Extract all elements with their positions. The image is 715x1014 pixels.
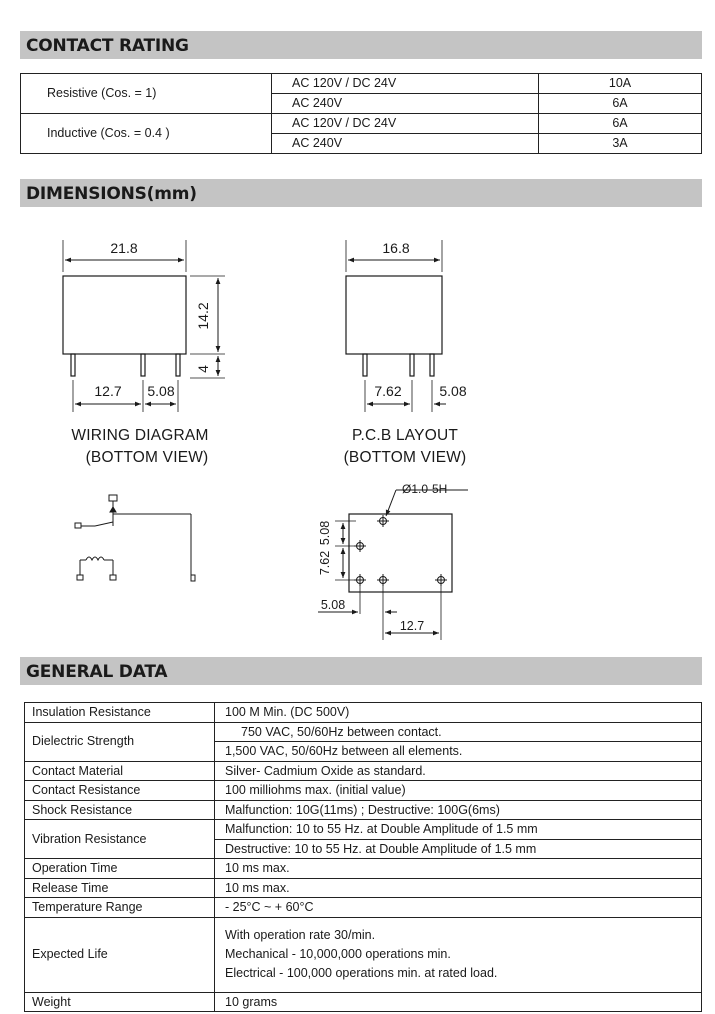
pin <box>363 354 367 376</box>
dimensions-header: DIMENSIONS(mm) <box>20 179 702 207</box>
pcb-hole <box>377 574 389 586</box>
pcb-hole <box>377 515 389 527</box>
life-line: Electrical - 100,000 operations min. at rated load. <box>225 966 498 980</box>
wiring-caption-line1: WIRING DIAGRAM <box>71 427 209 444</box>
row-label: Release Time <box>25 878 215 898</box>
pcb-hole-label: Ø1.0-5H <box>402 482 448 496</box>
pcb-caption-line1: P.C.B LAYOUT <box>351 427 459 444</box>
row-value: 750 VAC, 50/60Hz between contact. <box>215 722 702 742</box>
value-cell: 6A <box>539 114 702 134</box>
table-row <box>25 992 702 1012</box>
table-row <box>25 878 702 898</box>
relay-body-front <box>63 276 186 354</box>
pin <box>430 354 434 376</box>
side-spacing-a-label: 7.62 <box>374 383 402 399</box>
row-label: Contact Material <box>25 761 215 781</box>
value-cell: 6A <box>539 94 702 114</box>
row-value: 100 M Min. (DC 500V) <box>215 703 702 723</box>
pin-spacing-b-label: 5.08 <box>147 383 175 399</box>
row-label: Vibration Resistance <box>25 820 215 859</box>
life-line: Mechanical - 10,000,000 operations min. <box>225 947 451 961</box>
wiring-caption-line2: (BOTTOM VIEW) <box>85 449 209 466</box>
row-value: 10 grams <box>215 992 702 1012</box>
pin-length-label: 4 <box>195 365 211 373</box>
row-value <box>215 917 702 992</box>
pcb-v2-label: 7.62 <box>318 550 332 576</box>
table-row <box>25 917 702 992</box>
table-row <box>25 703 702 723</box>
row-label: Temperature Range <box>25 898 215 918</box>
pcb-hole <box>435 574 447 586</box>
row-label: Insulation Resistance <box>25 703 215 723</box>
pin <box>141 354 145 376</box>
row-value: 10 ms max. <box>215 859 702 879</box>
row-label: Contact Resistance <box>25 781 215 801</box>
pcb-layout <box>318 490 468 640</box>
pcb-h2-label: 12.7 <box>399 619 425 633</box>
condition-cell: AC 120V / DC 24V <box>272 114 539 134</box>
pcb-caption-line2: (BOTTOM VIEW) <box>343 449 467 466</box>
row-value: 10 ms max. <box>215 878 702 898</box>
value-cell: 10A <box>539 74 702 94</box>
general-data-header: GENERAL DATA <box>20 657 702 685</box>
wiring-caption <box>55 425 225 469</box>
inductive-label: Inductive (Cos. = 0.4 ) <box>21 114 272 154</box>
row-value: Malfunction: 10 to 55 Hz. at Double Amplitude of 1.5 mm <box>215 820 702 840</box>
front-width-label: 21.8 <box>110 240 138 256</box>
row-value: Silver- Cadmium Oxide as standard. <box>215 761 702 781</box>
row-value: 100 milliohms max. (initial value) <box>215 781 702 801</box>
life-line: With operation rate 30/min. <box>225 928 376 942</box>
pin <box>71 354 75 376</box>
side-width-label: 16.8 <box>382 240 410 256</box>
row-value: - 25°C ~ + 60°C <box>215 898 702 918</box>
table-row <box>25 761 702 781</box>
table-row <box>25 898 702 918</box>
row-value: 1,500 VAC, 50/60Hz between all elements. <box>215 742 702 762</box>
wiring-diagram <box>75 495 195 581</box>
side-spacing-b-label: 5.08 <box>439 383 467 399</box>
height-label: 14.2 <box>195 302 211 330</box>
condition-cell: AC 120V / DC 24V <box>272 74 539 94</box>
pin <box>176 354 180 376</box>
row-label: Dielectric Strength <box>25 722 215 761</box>
table-row <box>25 722 702 742</box>
row-label: Expected Life <box>25 917 215 992</box>
value-cell: 3A <box>539 134 702 154</box>
table-row <box>25 781 702 801</box>
row-label: Weight <box>25 992 215 1012</box>
resistive-label: Resistive (Cos. = 1) <box>21 74 272 114</box>
condition-cell: AC 240V <box>272 94 539 114</box>
row-value: Destructive: 10 to 55 Hz. at Double Amplitude of 1.5 mm <box>215 839 702 859</box>
relay-body-side <box>346 276 442 354</box>
table-row <box>25 820 702 840</box>
row-value: Malfunction: 10G(11ms) ; Destructive: 100G(6ms) <box>215 800 702 820</box>
pin <box>410 354 414 376</box>
table-row <box>25 859 702 879</box>
row-label: Operation Time <box>25 859 215 879</box>
pcb-v1-label: 5.08 <box>318 520 332 546</box>
contact-rating-header: CONTACT RATING <box>20 31 702 59</box>
general-data-table <box>24 702 702 1012</box>
row-label: Shock Resistance <box>25 800 215 820</box>
pcb-h1-label: 5.08 <box>320 598 346 612</box>
pcb-caption <box>325 425 485 469</box>
table-row <box>25 800 702 820</box>
pin-spacing-a-label: 12.7 <box>94 383 122 399</box>
condition-cell: AC 240V <box>272 134 539 154</box>
